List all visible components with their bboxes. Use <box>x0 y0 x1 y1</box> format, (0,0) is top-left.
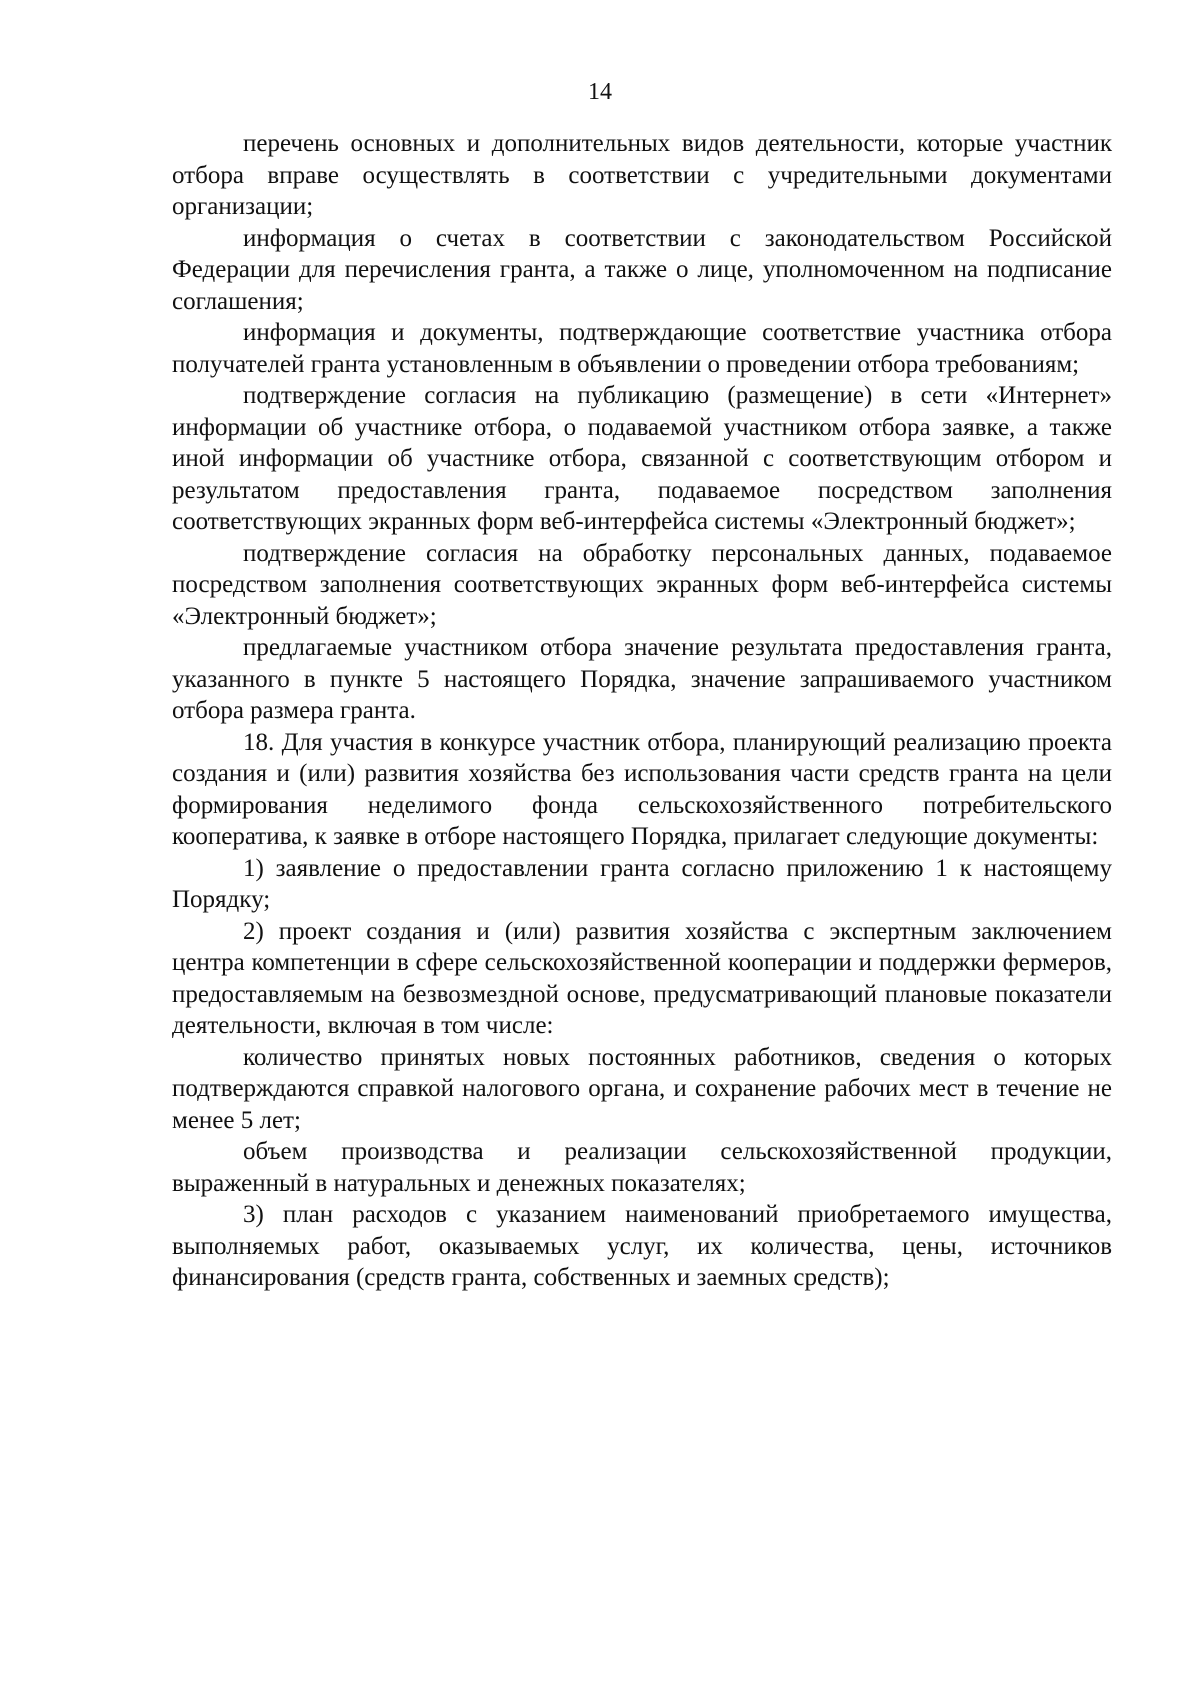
paragraph-item-18: 18. Для участия в конкурсе участник отбора, планирующий реализацию проекта создания и (или) развития хозяйства без использования части средств гранта на цели формирования неделимого фонда сельскохозяйственного потребительского кооператива, к заявке в отборе настоящего Порядка, прилагает следующие документы: <box>172 728 1112 850</box>
paragraph-compliance-docs: информация и документы, подтверждающие соответствие участника отбора получателей гранта установленным в объявлении о проведении отбора требованиям; <box>172 319 1112 378</box>
paragraph-personal-data-consent: подтверждение согласия на обработку персональных данных, подаваемое посредством заполнения соответствующих экранных форм веб-интерфейса системы «Электронный бюджет»; <box>172 539 1112 630</box>
paragraph-subitem-3: 3) план расходов с указанием наименований приобретаемого имущества, выполняемых работ, оказываемых услуг, их количества, цены, источников финансирования (средств гранта, собственных и заемных средств); <box>172 1201 1112 1291</box>
paragraph-subitem-1: 1) заявление о предоставлении гранта согласно приложению 1 к настоящему Порядку; <box>172 854 1112 913</box>
paragraph-account-info: информация о счетах в соответствии с законодательством Российской Федерации для перечисления гранта, а также о лице, уполномоченном на подписание соглашения; <box>172 224 1112 315</box>
paragraph-production-volume: объем производства и реализации сельскохозяйственной продукции, выраженный в натуральных и денежных показателях; <box>172 1138 1112 1197</box>
paragraph-subitem-2: 2) проект создания и (или) развития хозяйства с экспертным заключением центра компетенции в сфере сельскохозяйственной кооперации и поддержки фермеров, предоставляемым на безвозмездной основе, предусматривающий плановые показатели деятельности, включая в том числе: <box>172 917 1112 1039</box>
document-body <box>172 128 1112 1294</box>
paragraph-employees: количество принятых новых постоянных работников, сведения о которых подтверждаются справкой налогового органа, и сохранение рабочих мест в течение не менее 5 лет; <box>172 1043 1112 1134</box>
paragraph-proposed-result: предлагаемые участником отбора значение результата предоставления гранта, указанного в пункте 5 настоящего Порядка, значение запрашиваемого участником отбора размера гранта. <box>172 634 1112 724</box>
paragraph-activities-list: перечень основных и дополнительных видов деятельности, которые участник отбора вправе осуществлять в соответствии с учредительными документами организации; <box>172 130 1112 220</box>
paragraph-publication-consent: подтверждение согласия на публикацию (размещение) в сети «Интернет» информации об участнике отбора, о подаваемой участником отбора заявке, а также иной информации об участнике отбора, связанной с соответствующим отбором и результатом предоставления гранта, подаваемое посредством заполнения соответствующих экранных форм веб-интерфейса системы «Электронный бюджет»; <box>172 382 1112 535</box>
page-number: 14 <box>588 79 612 105</box>
